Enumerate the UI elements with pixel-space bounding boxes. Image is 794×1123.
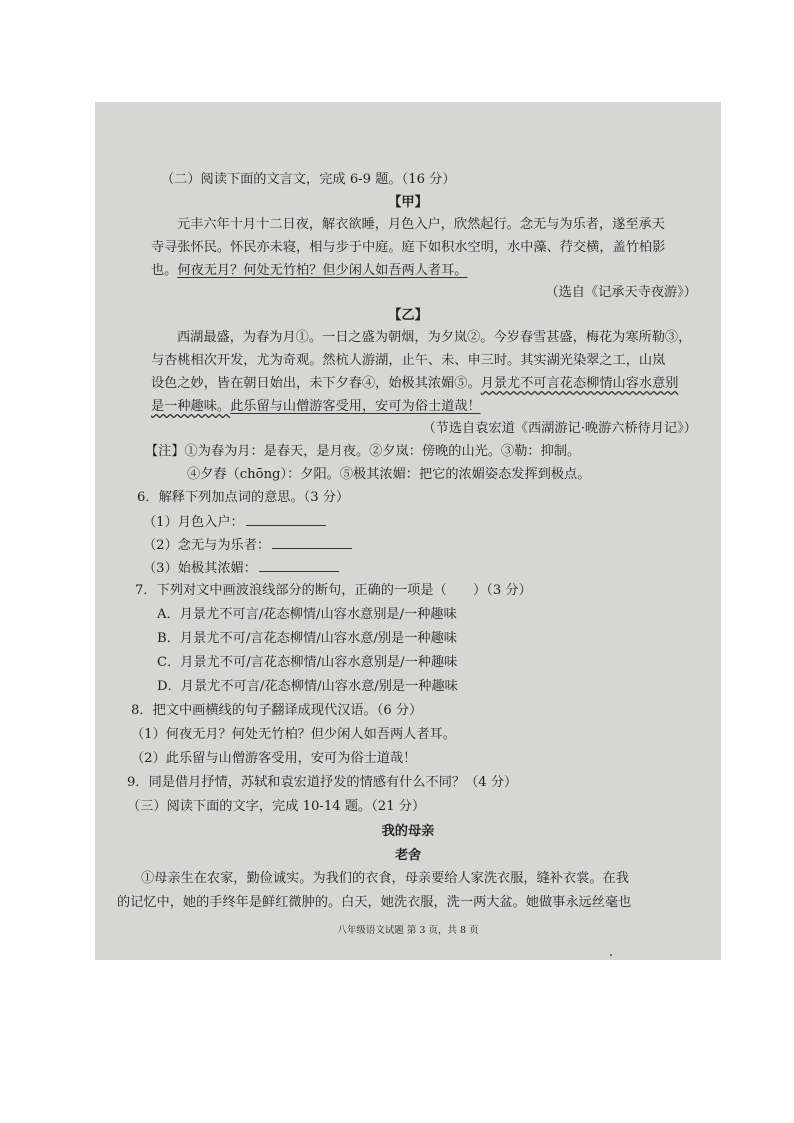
article-paragraph-line: 的记忆中，她的手终年是鲜红微肿的。白天，她洗衣服，洗一两大盆。她做事永远丝毫也 — [117, 895, 632, 910]
article-title: 我的母亲 — [381, 824, 435, 839]
question-7-option: B．月景尤不可/言花态柳情/山容水意/别是一种趣味 — [157, 631, 457, 646]
passage-jia-line: 寺寻张怀民。怀民亦未寝，相与步于中庭。庭下如积水空明，水中藻、荇交横，盖竹柏影 — [151, 240, 666, 255]
notes-line: 【注】①为春为月：是春天，是月夜。②夕岚：傍晚的山光。③勒：抑制。 — [145, 444, 581, 459]
wavy-underlined-text: 是一种趣味。 — [151, 399, 231, 414]
passage-jia-source: （选自《记承天寺夜游》） — [545, 285, 697, 300]
question-7-option: D．月景尤不可言/花态柳情/山容水意/别是一种趣味 — [157, 679, 458, 694]
underlined-sentence: 此乐留与山僧游客受用，安可为俗士道哉！ — [230, 399, 481, 414]
underlined-sentence: 何夜无月？何处无竹柏？但少闲人如吾两人者耳。 — [177, 263, 468, 278]
passage-yi-line: 西湖最盛，为春为月①。一日之盛为朝烟，为夕岚②。今岁春雪甚盛，梅花为寒所勒③， — [177, 330, 692, 345]
section3-heading: （三）阅读下面的文字，完成 10-14 题。（21 分） — [127, 799, 426, 814]
passage-jia-label: 【甲】 — [388, 195, 428, 210]
article-author: 老舍 — [394, 848, 422, 863]
question-8-title: 8．把文中画横线的句子翻译成现代汉语。（6 分） — [131, 703, 423, 718]
passage-jia-line — [151, 262, 468, 280]
article-paragraph-line: ①母亲生在农家，勤俭诚实。为我们的衣食，母亲要给人家洗衣服，缝补衣裳。在我 — [141, 871, 629, 886]
answer-blank[interactable] — [272, 536, 352, 549]
passage-text: 也。 — [151, 263, 178, 278]
question-9-title: 9．同是借月抒情，苏轼和袁宏道抒发的情感有什么不同？（4 分） — [127, 775, 518, 790]
scan-speck — [610, 954, 612, 956]
passage-yi-source: （节选自袁宏道《西湖游记·晚游六桥待月记》） — [422, 421, 697, 436]
question-6-title: 6．解释下列加点词的意思。（3 分） — [137, 490, 350, 505]
passage-yi-line — [151, 398, 481, 416]
question-7-title: 7．下列对文中画波浪线部分的断句，正确的一项是（ ）（3 分） — [135, 583, 532, 598]
question-8-item: （1）何夜无月？何处无竹柏？但少闲人如吾两人者耳。 — [131, 727, 456, 742]
question-6-item: （3）始极其浓媚： — [143, 559, 339, 578]
answer-blank[interactable] — [246, 513, 326, 526]
passage-yi-line: 与杏桃相次开发，尤为奇观。然杭人游湖，止午、未、申三时。其实湖光染翠之工，山岚 — [151, 353, 666, 368]
question-7-option: C．月景尤不可/言花态柳情/山容水意别是/一种趣味 — [157, 655, 458, 670]
answer-blank[interactable] — [259, 559, 339, 572]
page-footer: 八年级语文试题 第 3 页，共 8 页 — [337, 925, 479, 936]
notes-line: ④夕舂（chōng）：夕阳。⑤极其浓媚：把它的浓媚姿态发挥到极点。 — [187, 467, 591, 482]
section2-heading: （二）阅读下面的文言文，完成 6-9 题。（16 分） — [161, 172, 456, 187]
passage-jia-line: 元丰六年十月十二日夜，解衣欲睡，月色入户，欣然起行。念无与为乐者，遂至承天 — [177, 217, 665, 232]
exam-page — [95, 102, 721, 960]
passage-yi-label: 【乙】 — [388, 308, 428, 323]
question-6-item: （1）月色入户： — [143, 513, 326, 532]
question-7-option: A．月景尤不可言/花态柳情/山容水意别是/一种趣味 — [157, 607, 457, 622]
passage-text: 设色之妙，皆在朝日始出，未下夕舂④，始极其浓媚⑤。 — [151, 376, 481, 391]
passage-yi-line — [151, 375, 679, 393]
question-8-item: （2）此乐留与山僧游客受用，安可为俗士道哉！ — [131, 751, 417, 766]
question-6-item: （2）念无与为乐者： — [143, 536, 352, 555]
wavy-underlined-text: 月景尤不可言花态柳情山容水意别 — [480, 376, 679, 391]
